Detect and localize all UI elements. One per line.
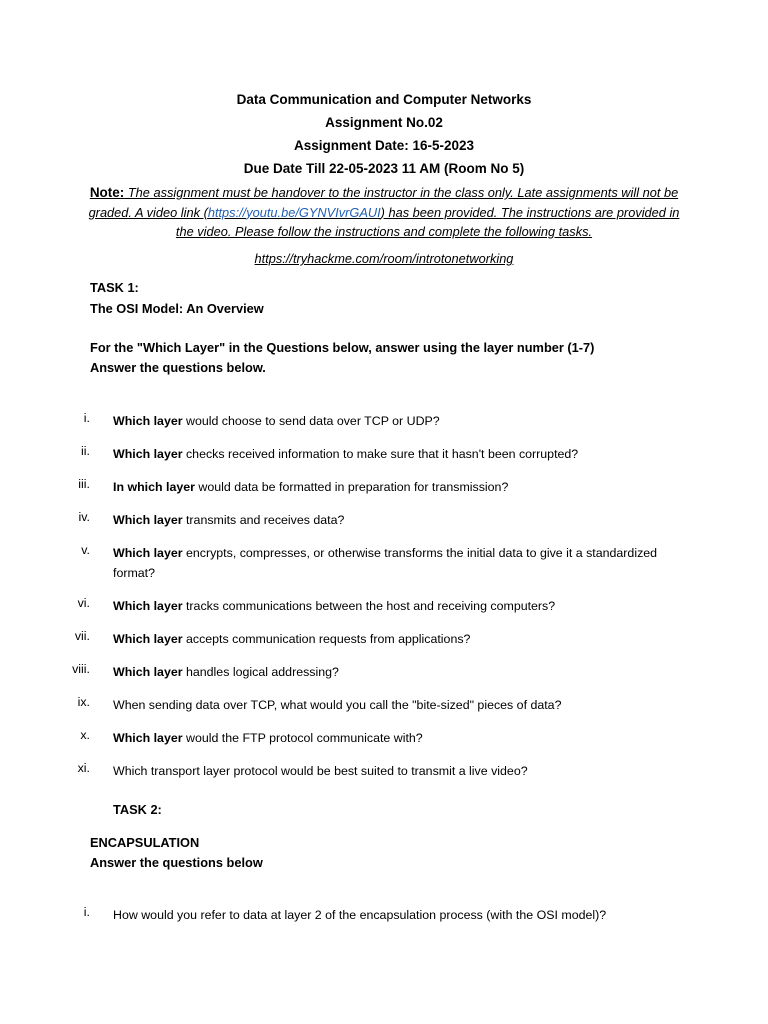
question-number: ix. [77,695,90,709]
question-number: ii. [81,444,90,458]
question-text [113,596,693,616]
question-text-bold: Which layer [113,632,183,646]
task1-instruction: For the "Which Layer" in the Questions below, answer using the layer number (1-7) [90,340,595,355]
task1-title: The OSI Model: An Overview [90,301,264,316]
note-text-after: ) has been provided. The instructions are provided in the video. Please follow the instructions and complete the following tasks. [175,204,680,239]
task1-instruction-2: Answer the questions below. [90,360,266,375]
question-text-rest: transmits and receives data? [182,513,345,527]
question-text [113,761,693,781]
question-text-bold: Which layer [113,731,183,745]
question-number: xi. [77,761,90,775]
question-text-bold: Which layer [113,599,183,613]
question-text [113,662,693,682]
task2-title: ENCAPSULATION [90,835,200,850]
question-text [113,728,693,748]
question-text [113,477,693,497]
due-date: Due Date Till 22-05-2023 11 AM (Room No 5) [243,161,525,176]
question-text-rest: would choose to send data over TCP or UDP? [182,414,440,428]
note-paragraph [88,183,680,242]
video-link[interactable]: https://youtu.be/GYNVIvrGAUI [207,204,381,220]
assignment-date: Assignment Date: 16-5-2023 [293,138,475,153]
question-text-rest: checks received information to make sure that it hasn't been corrupted? [182,447,579,461]
question-text-rest: encrypts, compresses, or otherwise transforms the initial data to give it a standardized format? [113,546,658,580]
task2-label: TASK 2: [113,802,162,817]
question-text-rest: handles logical addressing? [182,665,339,679]
question-number: vi. [77,596,90,610]
question-number: iii. [78,477,90,491]
question-number: viii. [72,662,90,676]
room-link[interactable]: https://tryhackme.com/room/introtonetworking [254,251,514,266]
question-text [113,543,693,583]
question-number: vii. [74,629,90,643]
question-text-bold: Which layer [113,546,183,560]
question-number: iv. [78,510,90,524]
question-text-bold: Which layer [113,414,183,428]
question-text-bold: In which layer [113,480,195,494]
question-number: v. [81,543,90,557]
question-number: i. [83,905,90,919]
note-text-before: The assignment must be handover to the instructor in the class only. Late assignments will not be graded. A video link ( [88,185,679,220]
question-text [113,510,693,530]
note-label: Note: [89,185,125,200]
question-text-rest: accepts communication requests from applications? [182,632,471,646]
question-text [113,444,693,464]
question-number: i. [83,411,90,425]
question-text-rest: tracks communications between the host and receiving computers? [182,599,556,613]
question-number: x. [80,728,90,742]
question-text-rest: When sending data over TCP, what would you call the "bite-sized" pieces of data? [113,698,562,712]
question-text [113,905,693,925]
task1-label: TASK 1: [90,280,139,295]
task2-instruction: Answer the questions below [90,855,263,870]
question-text-rest: would the FTP protocol communicate with? [182,731,423,745]
question-text-rest: How would you refer to data at layer 2 of the encapsulation process (with the OSI model)? [113,908,607,922]
assignment-number: Assignment No.02 [325,115,443,130]
question-text-rest: would data be formatted in preparation for transmission? [194,480,509,494]
question-text-bold: Which layer [113,665,183,679]
question-text-rest: Which transport layer protocol would be best suited to transmit a live video? [113,764,528,778]
question-text [113,411,693,431]
question-text [113,695,693,715]
course-title: Data Communication and Computer Networks [236,92,532,107]
question-text [113,629,693,649]
question-text-bold: Which layer [113,513,183,527]
question-text-bold: Which layer [113,447,183,461]
